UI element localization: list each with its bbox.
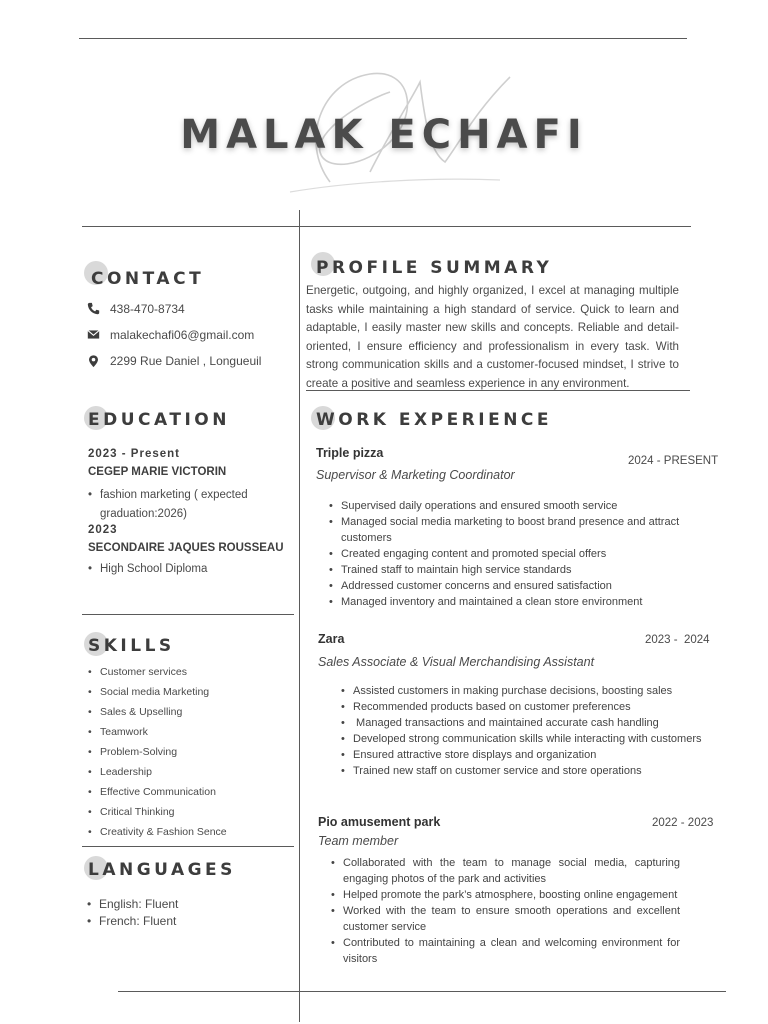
languages-title: LANGUAGES (88, 860, 236, 880)
education-school: SECONDAIRE JAQUES ROUSSEAU (88, 542, 284, 554)
education-entry (88, 446, 288, 524)
skill-item: • Leadership (88, 762, 293, 782)
job-bullet: • Recommended products based on customer preferences (341, 699, 715, 715)
job-bullets (329, 498, 689, 610)
skill-item: • Sales & Upselling (88, 702, 293, 722)
job-bullet: • Managed social media marketing to boost brand presence and attract customers (329, 514, 689, 546)
skill-item: • Customer services (88, 662, 293, 682)
job-bullet: • Worked with the team to ensure smooth operations and excellent customer service (331, 903, 680, 935)
job-company: Triple pizza (316, 446, 384, 460)
profile-title: PROFILE SUMMARY (316, 258, 553, 278)
contact-phone (87, 302, 185, 316)
job-bullets (341, 683, 715, 779)
education-date: 2023 - Present (88, 448, 180, 460)
job-date: 2024 - PRESENT (628, 455, 719, 467)
address-text: 2299 Rue Daniel , Longueuil (110, 354, 262, 368)
skill-item: • Critical Thinking (88, 802, 293, 822)
profile-summary-text: Energetic, outgoing, and highly organized, I excel at managing multiple tasks while maintaining a high standard of service. Quick to learn and adaptable, I easily master new skills and concepts. Reliable and detail-oriented, I ensure efficiency and professionalism in every task. With strong communication skills and a customer-focused mindset, I strive to create a positive and seamless experience in any environment. (306, 284, 679, 390)
job-company: Zara (318, 632, 345, 646)
work-experience-title: WORK EXPERIENCE (316, 410, 553, 430)
candidate-name: MALAK ECHAFI (180, 112, 588, 158)
skill-item: • Teamwork (88, 722, 293, 742)
education-title: EDUCATION (88, 410, 230, 430)
skill-item: • Effective Communication (88, 782, 293, 802)
job-bullet: • Managed transactions and maintained accurate cash handling (341, 715, 715, 731)
job-role: Team member (318, 834, 399, 848)
job-bullet: • Addressed customer concerns and ensured satisfaction (329, 578, 689, 594)
education-item: • fashion marketing ( expected graduation:2026) (88, 486, 288, 524)
job-bullet: • Assisted customers in making purchase decisions, boosting sales (341, 683, 715, 699)
education-item: • High School Diploma (88, 560, 288, 579)
education-entry (88, 522, 288, 579)
job-date: 2023 - 2024 (645, 634, 710, 646)
job-bullet: • Helped promote the park’s atmosphere, boosting online engagement (331, 887, 680, 903)
job-bullet: • Collaborated with the team to manage social media, capturing engaging photos of the park and activities (331, 855, 680, 887)
bottom-rule (118, 991, 726, 992)
contact-email (87, 328, 254, 342)
job-bullet: • Managed inventory and maintained a clean store environment (329, 594, 689, 610)
header-divider (82, 226, 691, 227)
job-bullet: • Supervised daily operations and ensured smooth service (329, 498, 689, 514)
skill-item: • Creativity & Fashion Sence (88, 822, 293, 842)
top-rule (79, 38, 687, 39)
email-text: malakechafi06@gmail.com (110, 328, 255, 342)
job-bullet: • Developed strong communication skills while interacting with customers (341, 731, 715, 747)
column-divider (299, 210, 300, 1022)
email-icon (87, 328, 101, 342)
job-bullet: • Ensured attractive store displays and organization (341, 747, 715, 763)
job-role: Supervisor & Marketing Coordinator (316, 468, 515, 482)
job-company: Pio amusement park (318, 815, 441, 829)
education-date: 2023 (88, 524, 118, 536)
contact-address (87, 354, 261, 368)
job-bullet: • Trained new staff on customer service and store operations (341, 763, 715, 779)
job-bullet: • Trained staff to maintain high service standards (329, 562, 689, 578)
job-role: Sales Associate & Visual Merchandising Assistant (318, 655, 595, 669)
location-pin-icon (87, 354, 101, 368)
contact-title: CONTACT (91, 269, 205, 289)
skills-divider (82, 846, 294, 847)
education-school: CEGEP MARIE VICTORIN (88, 466, 227, 478)
job-date: 2022 - 2023 (652, 817, 714, 829)
language-item: • English: Fluent (87, 896, 287, 913)
skills-list (88, 662, 293, 842)
skill-item: • Social media Marketing (88, 682, 293, 702)
skills-title: SKILLS (88, 636, 175, 656)
phone-text: 438-470-8734 (110, 302, 185, 316)
job-bullet: • Contributed to maintaining a clean and welcoming environment for visitors (331, 935, 680, 967)
language-item: • French: Fluent (87, 913, 287, 930)
education-divider (82, 614, 294, 615)
job-bullets (331, 855, 680, 967)
skill-item: • Problem-Solving (88, 742, 293, 762)
phone-icon (87, 302, 101, 316)
job-bullet: • Created engaging content and promoted special offers (329, 546, 689, 562)
languages-list (87, 896, 287, 929)
